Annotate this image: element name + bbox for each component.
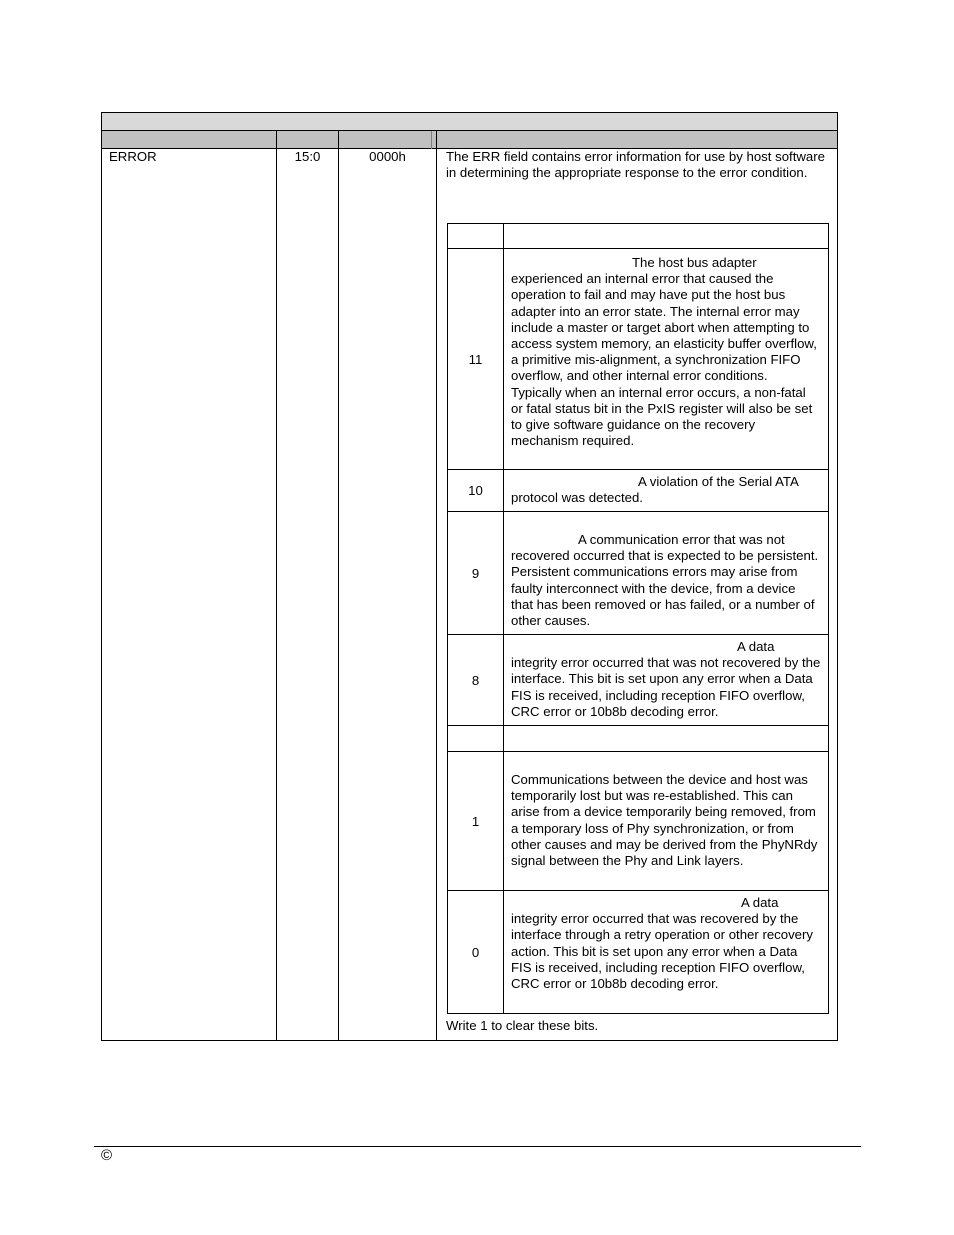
field-default: 0000h bbox=[369, 149, 406, 164]
bit-description: Communications between the device and host was temporarily lost but was re-established. This can arise from a device temporarily being removed, from a temporary loss of Phy synchronization, or from other causes and may be derived from the PhyNRdy signal between the Phy and Link layers. bbox=[511, 772, 818, 869]
bit-description: A communication error that was not recovered occurred that is expected to be persistent. Persistent communications errors may arise from faulty interconnect with the device, from a device that has been removed or has failed, or a number of other causes. bbox=[511, 532, 819, 629]
bit-cell bbox=[447, 223, 504, 249]
bit-cell bbox=[447, 751, 504, 891]
bit-number: 11 bbox=[468, 351, 483, 367]
bit-desc-cell bbox=[503, 725, 829, 752]
bit-number: 10 bbox=[468, 483, 483, 498]
bit-number: 1 bbox=[471, 813, 480, 829]
bit-desc-cell bbox=[503, 751, 829, 891]
bit-number: 8 bbox=[471, 672, 480, 688]
bit-desc-cell bbox=[503, 469, 829, 512]
table-header-band bbox=[102, 131, 837, 149]
header-divider bbox=[431, 131, 432, 149]
table-title-band bbox=[102, 113, 837, 131]
bit-cell bbox=[447, 890, 504, 1014]
clear-note: Write 1 to clear these bits. bbox=[446, 1018, 599, 1033]
bit-description: The host bus adapter experienced an internal error that caused the operation to fail and may have put the host bus adapter into an error state. The internal error may include a master or target abort when attempting to access system memory, an elasticity buffer overflow, a primitive mis-alignment, a synchronization FIFO overflow, and other internal error conditions. Typically when an internal error occurs, a non-fatal or fatal status bit in the PxIS register will also be set to give software guidance on the recovery mechanism required. bbox=[511, 255, 817, 449]
bit-cell bbox=[447, 725, 504, 752]
copyright-symbol: © bbox=[101, 1147, 113, 1164]
bit-cell bbox=[447, 634, 504, 726]
column-divider bbox=[436, 131, 437, 1041]
bit-desc-cell bbox=[503, 890, 829, 1014]
bit-cell bbox=[447, 469, 504, 512]
bit-desc-cell bbox=[503, 634, 829, 726]
column-divider bbox=[276, 131, 277, 1041]
bit-cell bbox=[447, 248, 504, 470]
bit-desc-cell bbox=[503, 248, 829, 470]
bit-desc-cell bbox=[503, 223, 829, 249]
bit-description: A data integrity error occurred that was not recovered by the interface. This bit is set upon any error when a Data FIS is received, including reception FIFO overflow, CRC error or 10b8b decoding error. bbox=[511, 639, 821, 719]
field-name: ERROR bbox=[109, 149, 157, 164]
field-bits: 15:0 bbox=[294, 149, 321, 164]
bit-number: 0 bbox=[471, 944, 480, 960]
bit-number: 9 bbox=[471, 565, 480, 581]
footer-rule bbox=[94, 1146, 861, 1147]
bit-cell bbox=[447, 511, 504, 635]
bit-description: A violation of the Serial ATA protocol was detected. bbox=[511, 474, 799, 506]
bit-description: A data integrity error occurred that was recovered by the interface through a retry operation or other recovery action. This bit is set upon any error when a Data FIS is received, including reception FIFO overflow, CRC error or 10b8b decoding error. bbox=[511, 895, 814, 992]
bit-desc-cell bbox=[503, 511, 829, 635]
field-description: The ERR field contains error information for use by host software in determining the appropriate response to the error condition. bbox=[446, 149, 825, 181]
column-divider bbox=[338, 131, 339, 1041]
